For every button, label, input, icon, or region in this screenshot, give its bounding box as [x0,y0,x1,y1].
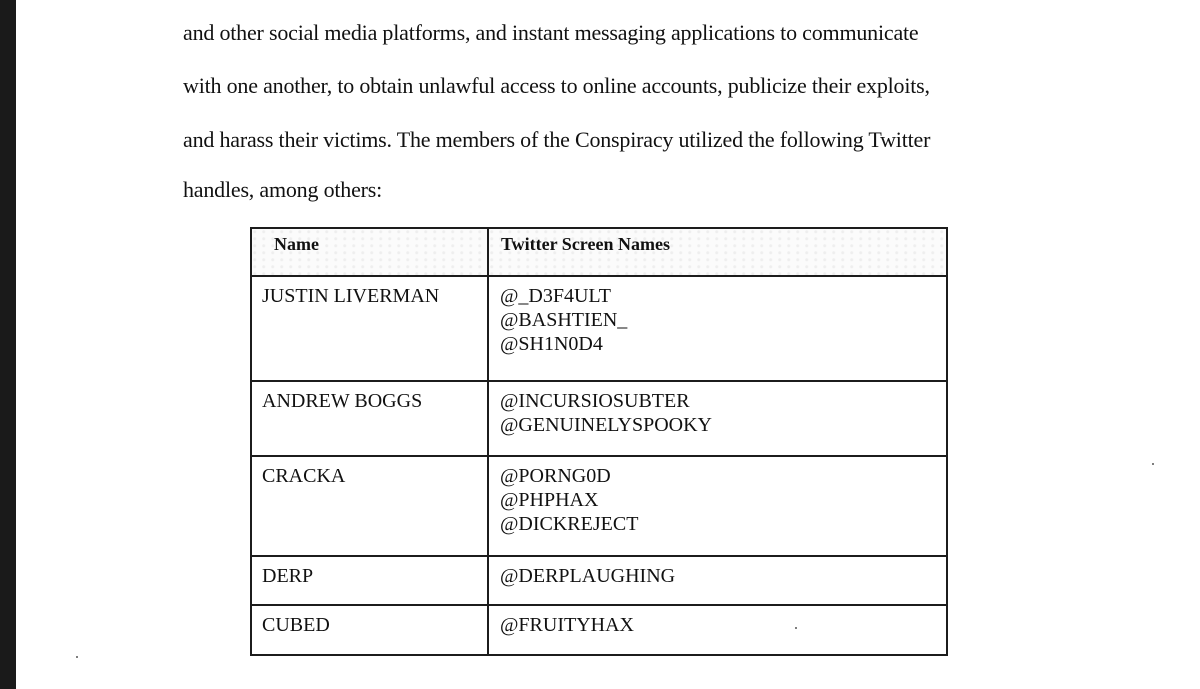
paragraph-line: with one another, to obtain unlawful access to online accounts, publicize their exploits, [183,73,930,98]
header-name: Name [251,228,488,276]
table-row [251,276,947,381]
twitter-handle: @_D3F4ULT [500,285,612,307]
name-cell: ANDREW BOGGS [251,381,488,456]
scan-speck [76,656,78,658]
handles-cell [488,556,947,605]
handles-cell [488,276,947,381]
twitter-handle: @FRUITYHAX [500,614,634,636]
handles-cell [488,605,947,655]
twitter-handle: @GENUINELYSPOOKY [500,414,712,436]
twitter-handle: @SH1N0D4 [500,333,603,355]
table-row [251,456,947,556]
table-header-row [251,228,947,276]
name-cell: DERP [251,556,488,605]
scan-page-edge [0,0,16,689]
twitter-handle: @INCURSIOSUBTER [500,390,690,412]
twitter-handle: @DICKREJECT [500,513,639,535]
paragraph-line: handles, among others: [183,177,383,202]
name-cell: CUBED [251,605,488,655]
header-twitter-screen-names: Twitter Screen Names [488,228,947,276]
handles-cell [488,381,947,456]
name-cell: JUSTIN LIVERMAN [251,276,488,381]
scan-speck [1152,463,1154,465]
twitter-handle: @DERPLAUGHING [500,565,676,587]
table-row [251,556,947,605]
handles-cell [488,456,947,556]
twitter-handle: @PHPHAX [500,489,599,511]
name-cell: CRACKA [251,456,488,556]
twitter-handle: @BASHTIEN_ [500,309,628,331]
table-row [251,381,947,456]
paragraph-line: and harass their victims. The members of the Conspiracy utilized the following Twitter [183,127,931,152]
twitter-handles-table [250,227,948,656]
table-row [251,605,947,655]
scan-speck [795,627,797,629]
twitter-handle: @PORNG0D [500,465,611,487]
paragraph-line: and other social media platforms, and instant messaging applications to communicate [183,20,919,45]
